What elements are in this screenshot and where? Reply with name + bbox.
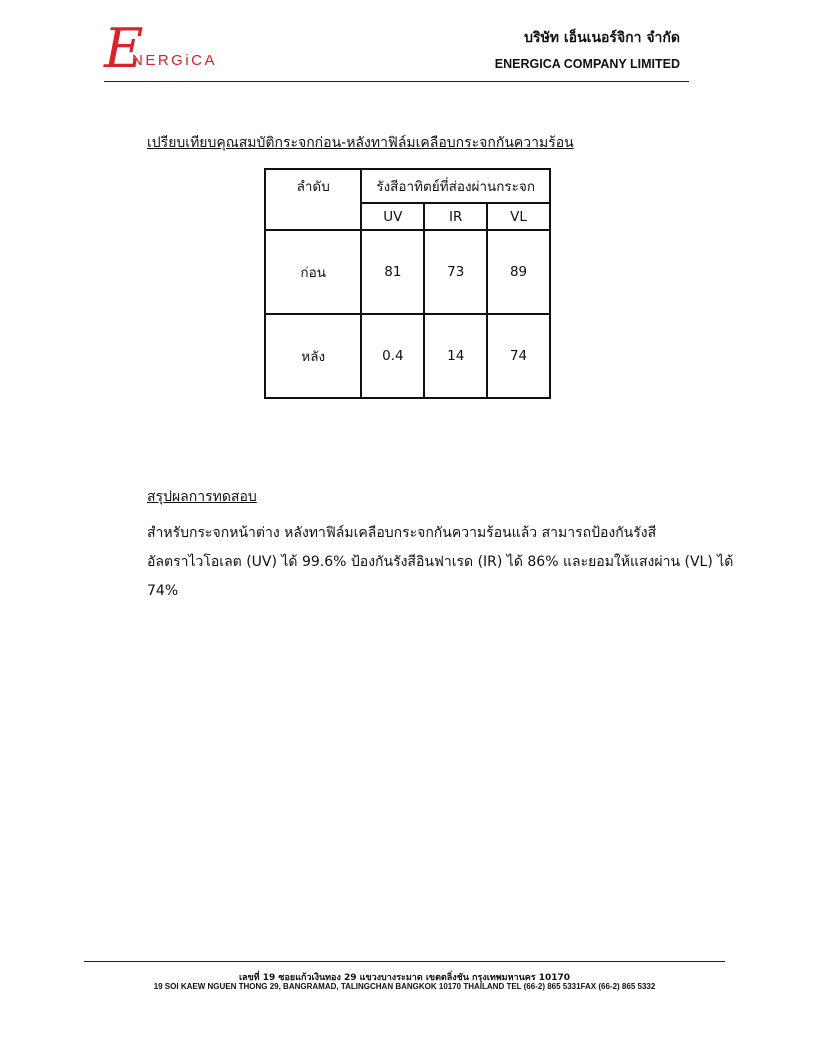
row-label-after: หลัง xyxy=(265,314,361,398)
table-row-after xyxy=(265,314,550,398)
cell-before-ir: 73 xyxy=(424,230,487,314)
order-column-header: ลำดับ xyxy=(265,169,361,230)
table-header-row xyxy=(265,169,550,203)
header-divider xyxy=(104,81,689,82)
logo-wordmark: NERGiCA xyxy=(132,52,218,69)
summary-paragraph xyxy=(147,519,734,606)
summary-line: อัลตราไวโอเลต (UV) ได้ 99.6% ป้องกันรังสีอินฟาเรด (IR) ได้ 86% และยอมให้แสงผ่าน (VL) ได้ xyxy=(147,554,734,570)
column-header-vl: VL xyxy=(487,203,550,230)
summary-title: สรุปผลการทดสอบ xyxy=(147,489,257,505)
section-title: เปรียบเทียบคุณสมบัติกระจกก่อน-หลังทาฟิล์มเคลือบกระจกกันความร้อน xyxy=(147,135,574,151)
cell-before-vl: 89 xyxy=(487,230,550,314)
summary-line: สำหรับกระจกหน้าต่าง หลังทาฟิล์มเคลือบกระจกกันความร้อนแล้ว สามารถป้องกันรังสี xyxy=(147,525,657,541)
company-name-th: บริษัท เอ็นเนอร์จิกา จำกัด xyxy=(524,30,680,46)
footer-address-th: เลขที่ 19 ซอยแก้วเงินทอง 29 แขวงบางระมาด เขตตลิ่งชัน กรุงเทพมหานคร 10170 xyxy=(238,973,571,983)
column-header-ir: IR xyxy=(424,203,487,230)
cell-before-uv: 81 xyxy=(361,230,424,314)
comparison-table xyxy=(264,168,551,399)
radiation-group-header: รังสีอาทิตย์ที่ส่องผ่านกระจก xyxy=(361,169,550,203)
cell-after-vl: 74 xyxy=(487,314,550,398)
table-row-before xyxy=(265,230,550,314)
summary-line: 74% xyxy=(147,583,179,599)
logo-initial: E xyxy=(104,17,144,80)
footer-address-en: 19 SOI KAEW NGUEN THONG 29, BANGRAMAD, TALINGCHAN BANGKOK 10170 THAILAND TEL (66-2) 865 5331FAX (66-2) 865 5332 xyxy=(153,982,656,991)
cell-after-ir: 14 xyxy=(424,314,487,398)
row-label-before: ก่อน xyxy=(265,230,361,314)
company-name-en: ENERGICA COMPANY LIMITED xyxy=(494,57,680,71)
cell-after-uv: 0.4 xyxy=(361,314,424,398)
column-header-uv: UV xyxy=(361,203,424,230)
company-logo xyxy=(104,17,244,80)
footer-divider xyxy=(84,961,725,962)
